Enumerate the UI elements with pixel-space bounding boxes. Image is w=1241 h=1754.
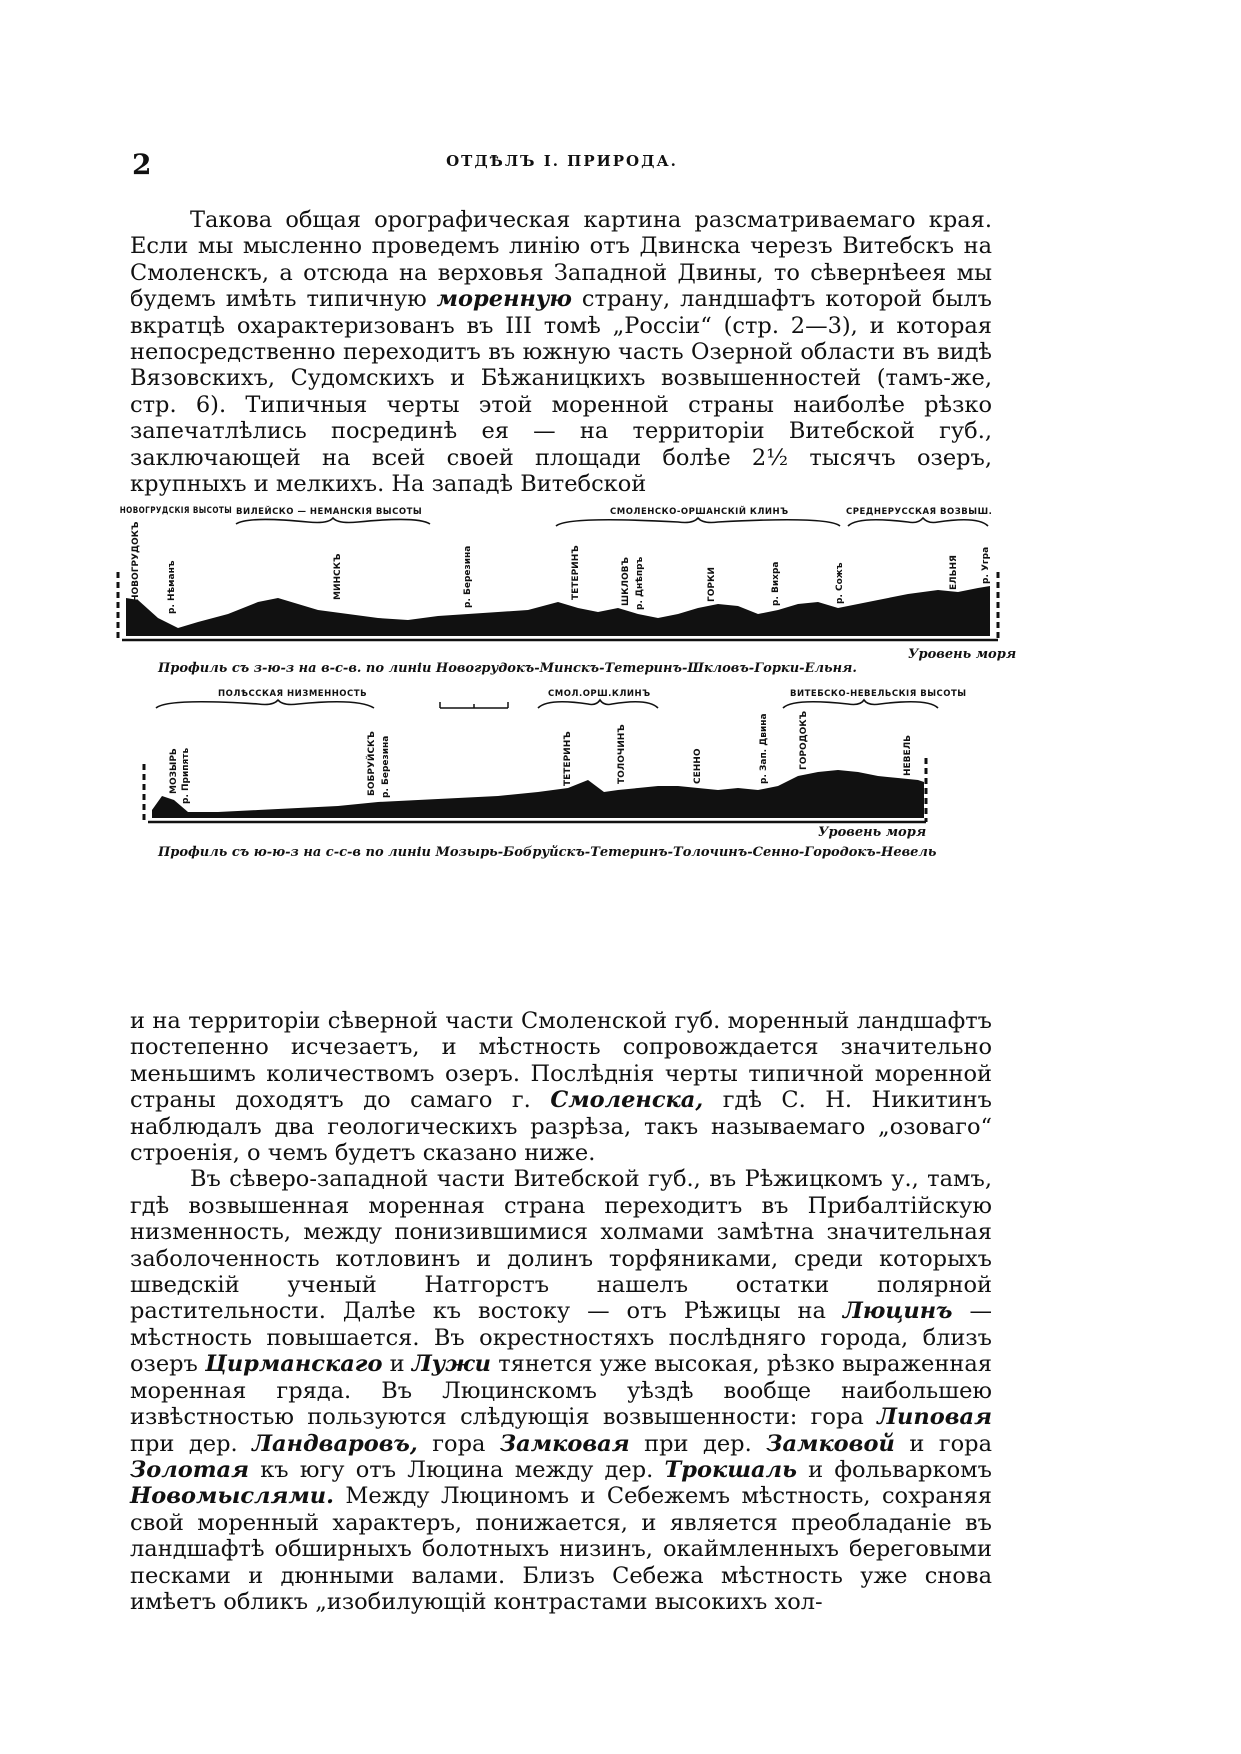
p2-region-vitebsk: ВИТЕБСКО-НЕВЕЛЬСКІЯ ВЫСОТЫ <box>790 689 967 699</box>
paragraph-top: Такова общая орографическая картина разсматриваемаго края. Если мы мысленно проведемъ линію отъ Двинска черезъ Витебскъ на Смоленскъ, а отсюда на верховья Западной Двины, то сѣвернѣеея мы будемъ имѣть типичную моренную страну, ландшафтъ которой былъ вкратцѣ охарактеризованъ въ III томѣ „Россіи“ (стр. 2—3), и которая непосредственно переходитъ въ южную часть Озерной области въ видѣ Вязовскихъ, Судомскихъ и Бѣжаницкихъ возвышенностей (тамъ-же, стр. 6). Типичныя черты этой моренной страны наиболѣе рѣзко запечатлѣлись посрединѣ ея — на территоріи Витебской губ., заключающей на всей своей площади болѣе 2½ тысячъ озеръ, крупныхъ и мелкихъ. На западѣ Витебской <box>130 207 992 498</box>
p2-place-dvina: р. Зап. Двина <box>759 713 769 784</box>
running-title: ОТДѢЛЪ I. ПРИРОДА. <box>446 152 678 170</box>
p1-sea-level: Уровень моря <box>908 647 1017 662</box>
p1-region-srednerus: СРЕДНЕРУССКАЯ ВОЗВЫШ. <box>846 507 993 517</box>
p2-place-senno: СЕННО <box>693 748 703 784</box>
p1-place-neman: р. Нѣманъ <box>167 560 177 614</box>
p2-place-berezina: р. Березина <box>381 735 391 798</box>
p1-place-novogrudok: НОВОГРУДОКЪ <box>131 521 141 602</box>
p2-region-smolorsh: СМОЛ.ОРШ.КЛИНЪ <box>548 689 651 699</box>
elevation-profiles-figure <box>118 505 1118 998</box>
paragraphs-bottom <box>130 1008 992 1615</box>
p1-place-minsk: МИНСКЪ <box>333 553 343 600</box>
p1-place-dnepr: р. Днѣпръ <box>635 556 645 610</box>
p1-place-ugra: р. Угра <box>981 546 991 584</box>
p1-place-teterin: ТЕТЕРИНЪ <box>571 545 581 600</box>
p1-region-smolensk: СМОЛЕНСКО-ОРШАНСКІЙ КЛИНЪ <box>610 507 789 517</box>
p2-place-bobruisk: БОБРУЙСКЪ <box>367 731 377 796</box>
p1-place-sozh: р. Сожъ <box>835 562 845 604</box>
page-header <box>132 148 992 181</box>
p2-place-gorodok: ГОРОДОКЪ <box>799 710 809 770</box>
paragraph-bottom-1: и на территоріи сѣверной части Смоленской губ. моренный ландшафтъ постепенно исчезаетъ, и мѣстность сопровождается значительно меньшимъ количествомъ озеръ. Послѣднія черты типичной моренной страны доходятъ до самаго г. Смоленска, гдѣ С. Н. Никитинъ наблюдалъ два геологическихъ разрѣза, такъ называемаго „озоваго“ строенія, о чемъ будетъ сказано ниже. <box>130 1008 992 1167</box>
p2-place-tolochin: ТОЛОЧИНЪ <box>617 724 627 784</box>
p1-place-shklov: ШКЛОВЪ <box>621 557 631 606</box>
p1-place-berezina: р. Березина <box>463 545 473 608</box>
p2-place-pripyat: р. Припять <box>181 747 191 804</box>
p2-sea-level: Уровень моря <box>818 825 927 840</box>
p1-place-gorki: ГОРКИ <box>707 567 717 602</box>
profile-1 <box>118 505 1016 676</box>
profile-2 <box>144 689 967 860</box>
p2-caption: Профиль съ ю-ю-з на с-с-в по линіи Мозырь-Бобруйскъ-Тетеринъ-Толочинъ-Сенно-Городокъ-Невель <box>158 845 937 860</box>
p1-region-novogrudok: НОВОГРУДСКІЯ ВЫСОТЫ <box>119 505 233 516</box>
p1-place-elnya: ЕЛЬНЯ <box>949 555 959 590</box>
p2-place-nevel: НЕВЕЛЬ <box>903 734 913 776</box>
p1-caption: Профиль съ з-ю-з на в-с-в. по линіи Новогрудокъ-Минскъ-Тетеринъ-Шкловъ-Горки-Ельня. <box>158 661 857 676</box>
p2-place-mozyr: МОЗЫРЬ <box>169 748 179 794</box>
page-number: 2 <box>132 148 152 181</box>
p2-region-polesie: ПОЛѢССКАЯ НИЗМЕННОСТЬ <box>218 689 368 699</box>
profiles-svg <box>118 505 1118 998</box>
p2-place-teterin: ТЕТЕРИНЪ <box>563 731 573 786</box>
p1-place-vikhra: р. Вихра <box>771 561 781 606</box>
paragraph-bottom-2: Въ сѣверо-западной части Витебской губ., въ Рѣжицкомъ у., тамъ, гдѣ возвышенная моренная страна переходитъ въ Прибалтійскую низменность, между понизившимися холмами замѣтна значительная заболоченность котловинъ и долинъ торфяниками, среди которыхъ шведскій ученый Натгорстъ нашелъ остатки полярной растительности. Далѣе къ востоку — отъ Рѣжицы на Люцинъ — мѣстность повышается. Въ окрестностяхъ послѣдняго города, близъ озеръ Цирманскаго и Лужи тянется уже высокая, рѣзко выраженная моренная гряда. Въ Люцинскомъ уѣздѣ вообще наибольшею извѣстностью пользуются слѣдующія возвышенности: гора Липовая при дер. Ландваровъ, гора Замковая при дер. Замковой и гора Золотая къ югу отъ Люцина между дер. Трокшаль и фольваркомъ Новомыслями. Между Люциномъ и Себежемъ мѣстность, сохраняя свой моренный характеръ, понижается, и является преобладаніе въ ландшафтѣ обширныхъ болотныхъ низинъ, окаймленныхъ береговыми песками и дюнными валами. Близъ Себежа мѣстность уже снова имѣетъ обликъ „изобилующій контрастами высокихъ хол- <box>130 1166 993 1615</box>
p1-region-vileysko: ВИЛЕЙСКО — НЕМАНСКІЯ ВЫСОТЫ <box>236 507 423 517</box>
